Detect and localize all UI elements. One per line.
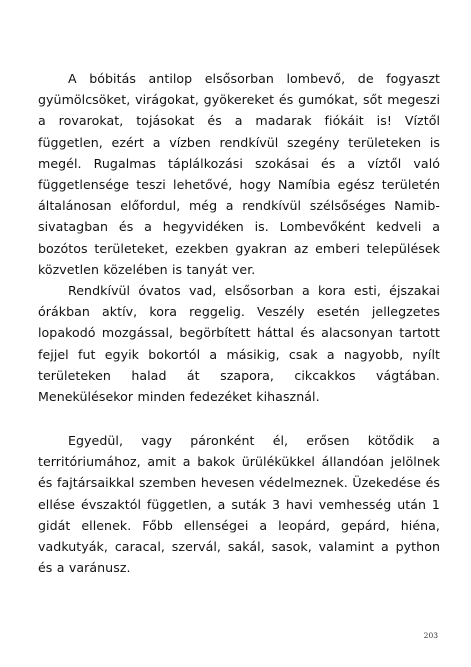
text-section-top bbox=[38, 68, 440, 407]
paragraph-territory: Egyedül, vagy páronként él, erősen kötődik a territóriumához, amit a bakok ürülékükkel állandóan jelölnek és fajtársaikkal szemben hevesen védelmeznek. Üzekedése és ellése évszaktól független, a suták 3 havi vemhesség után 1 gidát ellenek. Főbb ellenségei a leopárd, gepárd, hiéna, vadkutyák, caracal, szervál, sakál, sasok, valamint a python és a varánusz. bbox=[38, 433, 440, 576]
page-number: 203 bbox=[423, 631, 438, 640]
paragraph-diet: A bóbitás antilop elsősorban lombevő, de fogyaszt gyümölcsöket, virágokat, gyökereket és gumókat, sőt megeszi a rovarokat, tojásokat és a madarak fiókáit is! Víztől független, ezért a vízben rendkívül szegény területeken is megél. Rugalmas táplálkozási szokásai és a víztől való függetlensége teszi lehetővé, hogy Namíbia egész területén általánosan előfordul, még a rendkívül szélsőséges Namib-sivatagban és a hegyvidéken is. Lombevőként kedveli a bozótos területeket, ezekben gyakran az emberi települések közvetlen közelében is tanyát ver. bbox=[38, 71, 440, 277]
text-section-bottom bbox=[38, 430, 440, 578]
paragraph-behavior: Rendkívül óvatos vad, elsősorban a kora esti, éjszakai órákban aktív, kora reggelig. Veszély esetén jellegzetes lopakodó mozgással, begörbített háttal és alacsonyan tartott fejjel fut egyik bokortól a másikig, csak a nagyobb, nyílt területeken halad át szapora, cikcakkos vágtában. Menekülésekor minden fedezéket kihasznál. bbox=[38, 283, 440, 405]
